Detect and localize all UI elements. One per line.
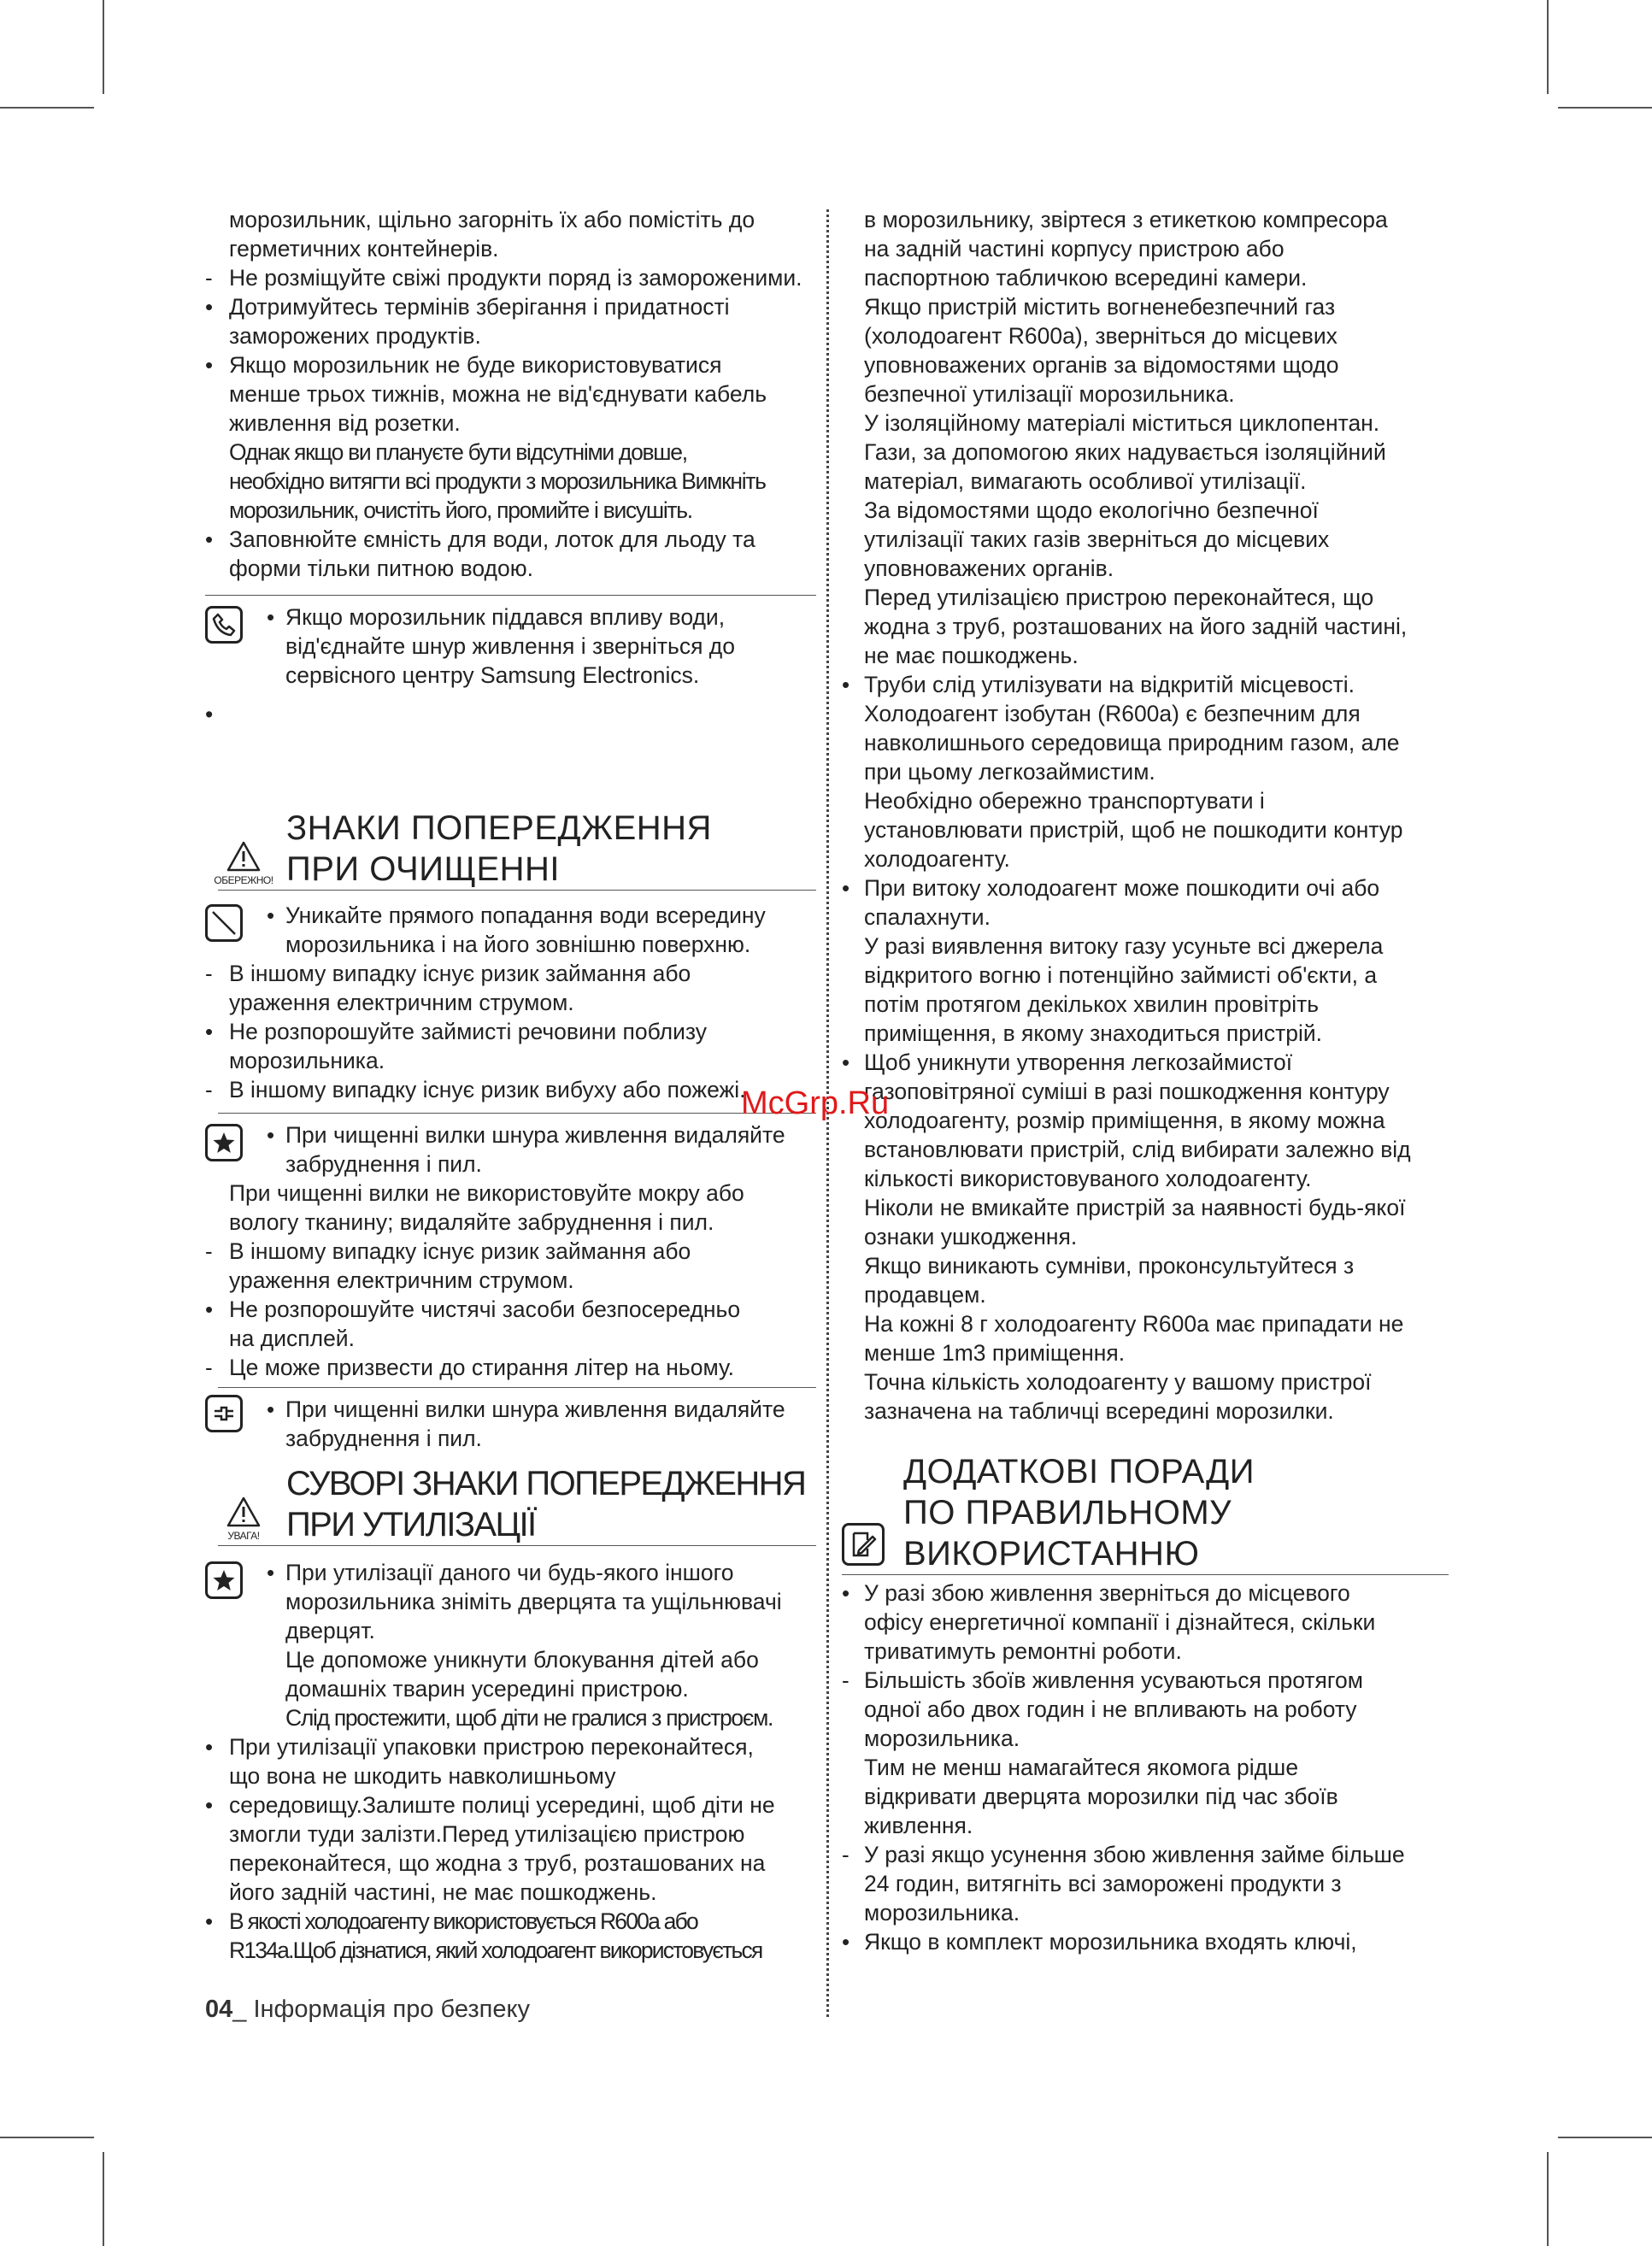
left-column [205,205,816,1965]
note-pencil-icon [842,1523,893,1566]
star-icon [205,1124,243,1161]
lone-bullet: • [205,702,214,727]
bullet-item: • При утилізації упаковки пристрою переконайтеся, що вона не шкодить навколишньому [205,1734,754,1789]
crop-mark [103,2152,104,2246]
prohibition-icon [205,904,243,942]
star-icon [205,1561,243,1599]
dash-item: - У разі якщо усунення збою живлення займе більше 24 годин, витягніть всі заморожені продукти з морозильника. [842,1842,1405,1926]
heading-line: ПО ПРАВИЛЬНОМУ [903,1494,1232,1532]
heading-line: ВИКОРИСТАННЮ [903,1535,1200,1573]
page-number: 04 [205,1996,233,2023]
dash-item: - В іншому випадку існує ризик займання або ураження електричним струмом. [205,961,691,1015]
page-footer [205,1996,530,2024]
warning-triangle-icon: ОБЕРЕЖНО! [205,841,282,886]
bullet-item: • середовищу.Залиште полиці усередині, щоб діти не змогли туди залізти.Перед утилізацією пристрою переконайтеся, що жодна з труб, розташованих на його задній частині, не має пошкоджень. [205,1792,775,1905]
heading-line: ПРИ ОЧИЩЕННІ [286,850,561,888]
phone-icon [205,606,243,644]
note-block: • Якщо морозильник піддався впливу води, від'єднайте шнур живлення і зверніться до сервісного центру Samsung Electronics. [205,595,816,690]
intro-text: в морозильнику, звіртеся з етикеткою компресора на задній частині корпусу пристрою або паспортною табличкою всередині камери. Якщо пристрій містить вогненебезпечний газ (холодоагент R600a), зверніться до місцевих уповноважених органів за відомостями щодо безпечної утилізації морозильника. У ізоляційному матеріалі міститься циклопентан. Гази, за допомогою яких надувається ізоляційний матеріал, вимагають особливої утилізації. За відомостями щодо екологічно безпечної утилізації таких газів зверніться до місцевих уповноважених органів. Перед утилізацією пристрою переконайтеся, що жодна з труб, розташованих на його задній частині, не має пошкоджень. [864,207,1408,668]
crop-mark [1558,107,1652,109]
bullet-item: • При витоку холодоагент може пошкодити очі або спалахнути. У разі виявлення витоку газу усуньте всі джерела відкритого вогню і потенційно займисті об'єкти, а потім протягом декількох хвилин провітріть приміщення, в якому знаходиться пристрій. [842,875,1384,1046]
bullet-item: • Якщо в комплект морозильника входять ключі, [842,1929,1357,1955]
dash-item: - Не розміщуйте свіжі продукти поряд із замороженими. [205,265,802,291]
note-block: • При чищенні вилки шнура живлення видаляйте забруднення і пил. [218,1387,816,1453]
crop-mark [103,0,104,94]
bullet-item: • В якості холодоагенту використовується R600a або R134a.Щоб дізнатися, який холодоагент використовується [205,1908,762,1963]
section-heading-tips [842,1451,1449,1574]
bullet-item: • Щоб уникнути утворення легкозаймистої газоповітряної суміші в разі пошкодження контуру холодоагенту, розмір приміщення, в якому можна встановлювати пристрій, слід вибирати залежно від кількості використовуваного холодоагенту. Ніколи не вмикайте пристрій за наявності будь-якої ознаки ушкодження. Якщо виникають сумніви, проконсультуйтеся з продавцем. На кожні 8 г холодоагенту R600a має припадати не менше 1m3 приміщення. Точна кількість холодоагенту у вашому пристрої зазначена на табличці всередині морозилки. [842,1050,1411,1424]
crop-mark [0,2137,94,2138]
crop-mark [1558,2137,1652,2138]
bullet-item: • У разі збою живлення зверніться до місцевого офісу енергетичної компанії і дізнайтеся, скільки триватимуть ремонтні роботи. [842,1580,1376,1664]
bullet-item: • Труби слід утилізувати на відкритій місцевості. Холодоагент ізобутан (R600a) є безпечним для навколишнього середовища природним газом, але при цьому легкозаймистим. Необхідно обережно транспортувати і установлювати пристрій, щоб не пошкодити контур холодоагенту. [842,672,1403,872]
bullet-item: • Не розпорошуйте чистячі засоби безпосередньо на дисплей. [205,1296,741,1351]
section-heading-disposal [205,1463,816,1545]
heading-line: СУВОРІ ЗНАКИ ПОПЕРЕДЖЕННЯ [286,1465,806,1502]
dash-item: - Більшість збоїв живлення усуваються протягом одної або двох годин і не впливають на роботу морозильника. Тим не менш намагайтеся якомога рідше відкривати дверцята морозилки під час збоїв живлення. [842,1667,1363,1838]
crop-mark [1547,2152,1549,2246]
section-heading-cleaning [205,808,816,890]
heading-line: ДОДАТКОВІ ПОРАДИ [903,1453,1255,1490]
heading-line: ЗНАКИ ПОПЕРЕДЖЕННЯ [286,809,712,847]
warning-triangle-icon: УВАГА! [205,1496,282,1542]
watermark: McGrp.Ru [741,1085,890,1121]
dash-item: - Це може призвести до стирання літер на ньому. [205,1355,734,1380]
bullet-item: • Не розпорошуйте займисті речовини поблизу морозильника. [205,1019,707,1073]
footer-title: _ Інформація про безпеку [232,1996,530,2023]
intro-text: морозильник, щільно загорніть їх або помістіть до герметичних контейнерів. [229,207,755,262]
bullet-item: • Заповнюйте ємність для води, лоток для льоду та форми тільки питною водою. [205,526,755,581]
note-block: • При чищенні вилки шнура живлення видаляйте забруднення і пил. [218,1113,816,1179]
right-column [842,205,1449,1956]
dash-item: - В іншому випадку існує ризик вибуху або пожежі. [205,1077,746,1102]
crop-mark [0,107,94,109]
crop-mark [1547,0,1549,94]
note-block: • При утилізації даного чи будь-якого іншого морозильника зніміть дверцята та ущільнювачі дверцят. Це допоможе уникнути блокування дітей або домашніх тварин усередині пристрою. Слід простежити, щоб діти не гралися з пристроєм. [205,1551,816,1732]
heading-line: ПРИ УТИЛІЗАЦІЇ [286,1506,536,1543]
note-block: • Уникайте прямого попадання води всередину морозильника і на його зовнішню поверхню. [205,894,816,959]
bullet-item: • Якщо морозильник не буде використовуватися менше трьох тижнів, можна не від'єднувати кабель живлення від розетки. Однак якщо ви плануєте бути відсутніми довше, необхідно витягти всі продукти з морозильника Вимкніть морозильник, очистіть його, промийте і висушіть. [205,352,767,523]
note-text: При чищенні вилки не використовуйте мокру або вологу тканину; видаляйте забруднення і пил. [229,1180,744,1235]
bullet-item: • Дотримуйтесь термінів зберігання і придатності заморожених продуктів. [205,294,730,349]
unplug-icon [205,1395,243,1432]
dash-item: - В іншому випадку існує ризик займання або ураження електричним струмом. [205,1238,691,1293]
